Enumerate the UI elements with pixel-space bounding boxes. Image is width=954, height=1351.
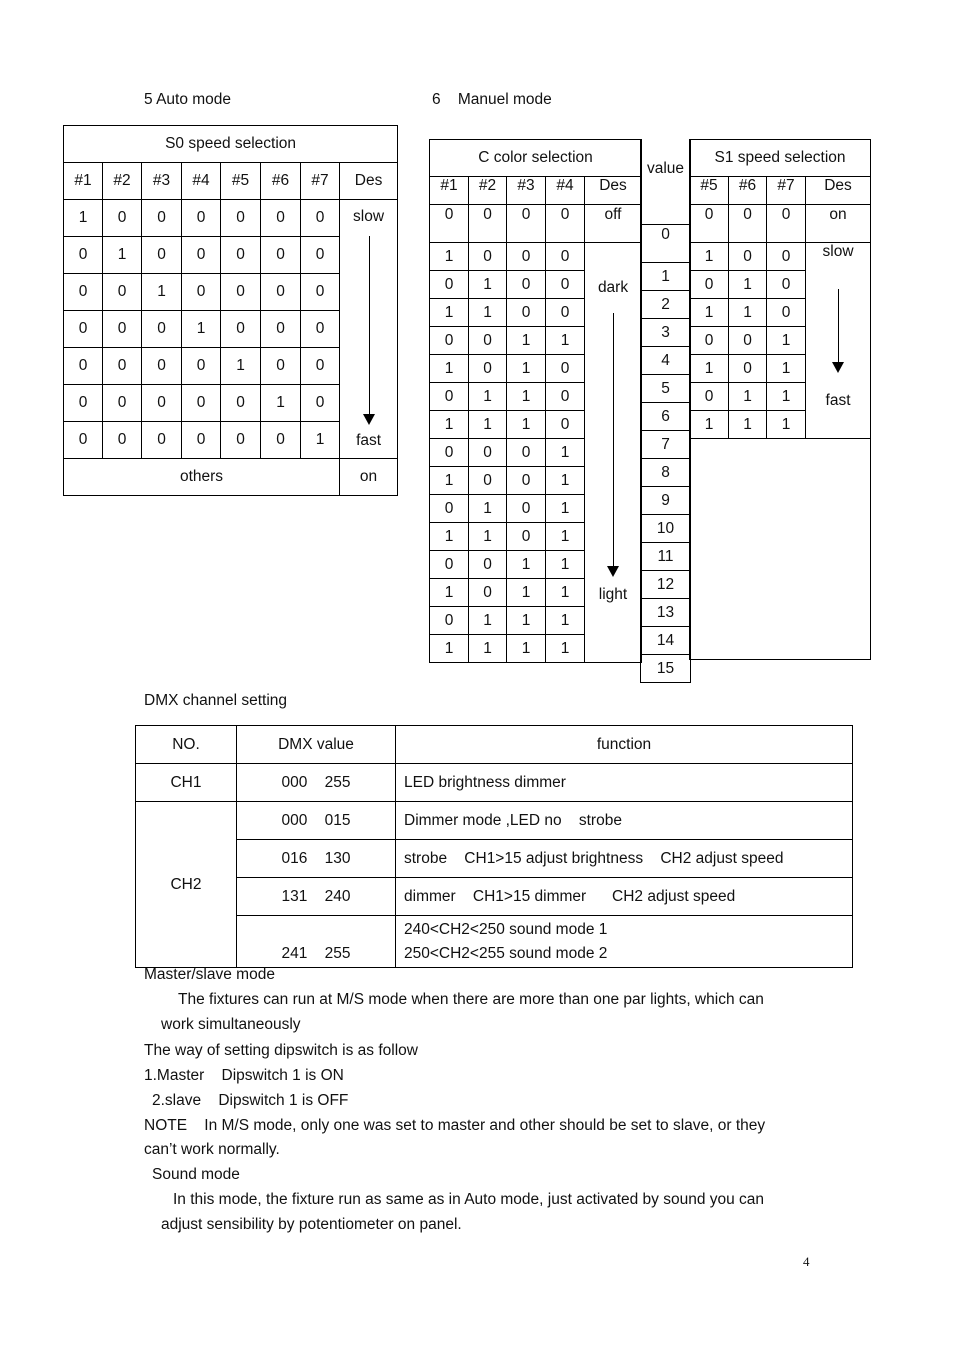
auto-switch-cell: 1: [103, 237, 142, 274]
color-switch-cell: 1: [546, 579, 585, 607]
value-cell: 3: [641, 319, 691, 347]
auto-header-cell: #4: [182, 163, 221, 200]
auto-switch-cell: 0: [301, 274, 340, 311]
auto-header-cell: Des: [340, 163, 398, 200]
auto-header-cell: #6: [261, 163, 301, 200]
des-bottom-label: light: [598, 586, 628, 603]
auto-switch-cell: 0: [64, 311, 103, 348]
auto-mode-table: [63, 125, 398, 496]
auto-switch-cell: 0: [64, 274, 103, 311]
dmx-header-value: DMX value: [237, 726, 396, 764]
color-switch-cell: 1: [430, 523, 469, 551]
color-switch-cell: 1: [507, 355, 546, 383]
color-switch-cell: 1: [546, 467, 585, 495]
ch2-value: 000 015: [237, 802, 396, 840]
color-switch-cell: 1: [546, 495, 585, 523]
ms-paragraph-line1: The fixtures can run at M/S mode when there are more than one par lights, which can: [178, 991, 764, 1008]
auto-switch-cell: 0: [182, 200, 221, 237]
ch1-function: LED brightness dimmer: [396, 764, 853, 802]
color-switch-cell: 0: [469, 355, 507, 383]
value-cell: 12: [641, 571, 691, 599]
sound-paragraph-line1: In this mode, the fixture run as same as in Auto mode, just activated by sound you can: [173, 1191, 765, 1208]
speed-selection-title: S1 speed selection: [690, 140, 871, 177]
value-cell: 5: [641, 375, 691, 403]
dmx-header-no: NO.: [136, 726, 237, 764]
color-switch-cell: 0: [469, 205, 507, 243]
note-line1: NOTE In M/S mode, only one was set to master and other should be set to slave, or they: [144, 1117, 766, 1134]
color-switch-cell: 1: [546, 607, 585, 635]
color-switch-cell: 0: [507, 299, 546, 327]
auto-switch-cell: 0: [221, 274, 261, 311]
speed-switch-cell: 0: [767, 299, 806, 327]
arrowhead-icon: [832, 362, 844, 373]
color-switch-cell: 1: [430, 467, 469, 495]
color-switch-cell: 0: [546, 271, 585, 299]
auto-switch-cell: 0: [142, 237, 182, 274]
color-switch-cell: 0: [430, 551, 469, 579]
color-header-cell: #2: [469, 177, 507, 205]
auto-others-label: others: [64, 459, 340, 496]
speed-switch-cell: 1: [729, 383, 767, 411]
color-switch-cell: 1: [507, 579, 546, 607]
color-switch-cell: 0: [469, 579, 507, 607]
ch2-value: 241 255: [237, 916, 396, 968]
color-switch-cell: 0: [430, 383, 469, 411]
auto-switch-cell: 0: [261, 237, 301, 274]
des-top-label: slow: [353, 208, 385, 225]
value-cell: 6: [641, 403, 691, 431]
down-arrow-icon: [369, 236, 370, 414]
auto-switch-cell: 0: [142, 348, 182, 385]
color-switch-cell: 1: [546, 635, 585, 663]
color-switch-cell: 1: [507, 327, 546, 355]
note-line2: can’t work normally.: [144, 1141, 280, 1158]
color-header-cell: Des: [585, 177, 642, 205]
color-switch-cell: 1: [430, 243, 469, 271]
color-switch-cell: 0: [507, 467, 546, 495]
color-switch-cell: 1: [469, 607, 507, 635]
value-cell: 8: [641, 459, 691, 487]
color-switch-cell: 1: [546, 523, 585, 551]
color-switch-cell: 0: [546, 243, 585, 271]
color-switch-cell: 1: [469, 523, 507, 551]
ch2-value: 016 130: [237, 840, 396, 878]
speed-switch-cell: 1: [729, 411, 767, 439]
auto-switch-cell: 0: [221, 385, 261, 422]
arrowhead-icon: [607, 566, 619, 577]
auto-switch-cell: 0: [261, 422, 301, 459]
sound-mode-1-text: 240<CH2<250 sound mode 1: [404, 920, 608, 938]
color-switch-cell: 1: [546, 551, 585, 579]
auto-switch-cell: 0: [301, 348, 340, 385]
auto-switch-cell: 0: [301, 237, 340, 274]
sound-mode-2-text: 250<CH2<255 sound mode 2: [404, 944, 608, 962]
des-bottom-label: fast: [356, 432, 382, 449]
auto-switch-cell: 0: [103, 274, 142, 311]
auto-switch-cell: 0: [64, 237, 103, 274]
down-arrow-icon: [613, 313, 614, 566]
value-cell: 13: [641, 599, 691, 627]
color-switch-cell: 0: [507, 523, 546, 551]
value-cell: 7: [641, 431, 691, 459]
auto-header-cell: #7: [301, 163, 340, 200]
speed-switch-cell: 0: [690, 205, 729, 243]
speed-switch-cell: 1: [729, 271, 767, 299]
color-header-cell: #3: [507, 177, 546, 205]
color-switch-cell: 1: [469, 271, 507, 299]
color-switch-cell: 1: [507, 607, 546, 635]
manual-mode-heading: 6 Manuel mode: [432, 91, 552, 108]
ch1-value: 000 255: [237, 764, 396, 802]
auto-header-cell: #1: [64, 163, 103, 200]
value-cell: 0: [641, 225, 691, 263]
speed-switch-cell: 1: [690, 411, 729, 439]
des-top-label: dark: [597, 279, 629, 296]
auto-switch-cell: 0: [301, 200, 340, 237]
color-des-dark-light: [585, 243, 642, 663]
auto-switch-cell: 0: [182, 385, 221, 422]
auto-switch-cell: 0: [261, 348, 301, 385]
auto-switch-cell: 0: [182, 237, 221, 274]
ch2-function: Dimmer mode ,LED no strobe: [396, 802, 853, 840]
color-switch-cell: 0: [546, 299, 585, 327]
color-selection-table: [429, 139, 642, 663]
color-switch-cell: 1: [507, 551, 546, 579]
speed-switch-cell: 0: [767, 243, 806, 271]
auto-switch-cell: 0: [221, 311, 261, 348]
auto-switch-cell: 0: [221, 237, 261, 274]
color-switch-cell: 1: [469, 299, 507, 327]
dipswitch-line: The way of setting dipswitch is as follow: [144, 1042, 418, 1059]
color-switch-cell: 1: [546, 327, 585, 355]
sound-heading: Sound mode: [152, 1166, 240, 1183]
color-switch-cell: 0: [546, 411, 585, 439]
speed-switch-cell: 1: [767, 411, 806, 439]
sound-paragraph-line2: adjust sensibility by potentiometer on panel.: [161, 1216, 462, 1233]
auto-others-value: on: [340, 459, 398, 496]
speed-header-cell: #7: [767, 177, 806, 205]
auto-switch-cell: 0: [64, 385, 103, 422]
auto-switch-cell: 1: [182, 311, 221, 348]
auto-mode-heading: 5 Auto mode: [144, 91, 232, 108]
ch1-no: CH1: [136, 764, 237, 802]
value-cell: 9: [641, 487, 691, 515]
auto-switch-cell: 0: [261, 200, 301, 237]
color-switch-cell: 1: [507, 383, 546, 411]
value-cell: 14: [641, 627, 691, 655]
color-switch-cell: 0: [507, 439, 546, 467]
color-switch-cell: 1: [430, 579, 469, 607]
speed-switch-cell: 0: [690, 271, 729, 299]
color-switch-cell: 0: [430, 607, 469, 635]
auto-switch-cell: 0: [103, 200, 142, 237]
value-cell: 2: [641, 291, 691, 319]
auto-switch-cell: 0: [221, 422, 261, 459]
auto-switch-cell: 0: [142, 311, 182, 348]
down-arrow-icon: [838, 289, 839, 362]
color-switch-cell: 1: [430, 635, 469, 663]
auto-switch-cell: 1: [64, 200, 103, 237]
speed-selection-table: [689, 139, 871, 660]
color-switch-cell: 1: [430, 411, 469, 439]
color-switch-cell: 0: [507, 205, 546, 243]
page-number: 4: [803, 1254, 810, 1269]
ch2-no: CH2: [136, 802, 237, 968]
auto-switch-cell: 1: [301, 422, 340, 459]
dmx-table: [135, 725, 853, 968]
auto-switch-cell: 0: [182, 422, 221, 459]
color-switch-cell: 0: [469, 439, 507, 467]
auto-des-slow-fast: [340, 200, 398, 459]
speed-switch-cell: 1: [767, 355, 806, 383]
color-switch-cell: 0: [430, 439, 469, 467]
speed-switch-cell: 0: [767, 205, 806, 243]
speed-switch-cell: 0: [690, 327, 729, 355]
auto-switch-cell: 0: [142, 200, 182, 237]
auto-switch-cell: 0: [103, 348, 142, 385]
color-switch-cell: 0: [469, 327, 507, 355]
master-line: 1.Master Dipswitch 1 is ON: [144, 1067, 344, 1084]
auto-switch-cell: 0: [103, 311, 142, 348]
ch2-function: strobe CH1>15 adjust brightness CH2 adjust speed: [396, 840, 853, 878]
color-switch-cell: 0: [430, 271, 469, 299]
speed-des-on: on: [806, 205, 871, 243]
auto-switch-cell: 0: [64, 348, 103, 385]
speed-des-slow-fast: [806, 243, 871, 439]
auto-switch-cell: 0: [301, 385, 340, 422]
auto-header-cell: #2: [103, 163, 142, 200]
color-switch-cell: 0: [507, 271, 546, 299]
auto-header-cell: #3: [142, 163, 182, 200]
color-header-cell: #4: [546, 177, 585, 205]
color-switch-cell: 0: [430, 495, 469, 523]
speed-switch-cell: 1: [690, 243, 729, 271]
value-header: value: [641, 139, 691, 225]
color-switch-cell: 1: [469, 411, 507, 439]
auto-switch-cell: 0: [103, 385, 142, 422]
speed-switch-cell: 0: [729, 243, 767, 271]
value-cell: 15: [641, 655, 691, 683]
color-switch-cell: 1: [546, 439, 585, 467]
ch2-function-multiline: [396, 916, 853, 968]
auto-switch-cell: 0: [142, 385, 182, 422]
auto-switch-cell: 0: [221, 200, 261, 237]
ch2-function: dimmer CH1>15 dimmer CH2 adjust speed: [396, 878, 853, 916]
color-selection-title: C color selection: [430, 140, 642, 177]
auto-switch-cell: 0: [142, 422, 182, 459]
color-switch-cell: 0: [469, 243, 507, 271]
speed-switch-cell: 1: [767, 327, 806, 355]
speed-header-cell: #6: [729, 177, 767, 205]
color-switch-cell: 0: [430, 327, 469, 355]
speed-switch-cell: 0: [690, 383, 729, 411]
speed-switch-cell: 0: [767, 271, 806, 299]
color-switch-cell: 1: [507, 411, 546, 439]
color-switch-cell: 1: [469, 495, 507, 523]
s0-speed-title: S0 speed selection: [64, 126, 398, 163]
value-cell: 11: [641, 543, 691, 571]
des-bottom-label: fast: [825, 392, 851, 409]
auto-switch-cell: 1: [142, 274, 182, 311]
color-switch-cell: 1: [469, 383, 507, 411]
auto-switch-cell: 0: [64, 422, 103, 459]
color-switch-cell: 0: [546, 205, 585, 243]
dmx-heading: DMX channel setting: [144, 692, 288, 709]
des-top-label: slow: [822, 243, 854, 260]
speed-switch-cell: 1: [690, 299, 729, 327]
value-table: [640, 139, 691, 683]
color-switch-cell: 0: [507, 495, 546, 523]
ch2-value: 131 240: [237, 878, 396, 916]
auto-switch-cell: 1: [221, 348, 261, 385]
dmx-header-function: function: [396, 726, 853, 764]
value-cell: 1: [641, 263, 691, 291]
auto-switch-cell: 0: [182, 274, 221, 311]
color-des-off: off: [585, 205, 642, 243]
auto-switch-cell: 0: [301, 311, 340, 348]
arrowhead-icon: [363, 414, 375, 425]
speed-header-cell: #5: [690, 177, 729, 205]
speed-switch-cell: 1: [690, 355, 729, 383]
color-header-cell: #1: [430, 177, 469, 205]
color-switch-cell: 0: [430, 205, 469, 243]
speed-switch-cell: 0: [729, 355, 767, 383]
speed-switch-cell: 0: [729, 205, 767, 243]
auto-header-cell: #5: [221, 163, 261, 200]
speed-switch-cell: 1: [767, 383, 806, 411]
ms-heading: Master/slave mode: [144, 966, 275, 983]
auto-switch-cell: 1: [261, 385, 301, 422]
color-switch-cell: 1: [430, 299, 469, 327]
auto-switch-cell: 0: [182, 348, 221, 385]
slave-line: 2.slave Dipswitch 1 is OFF: [152, 1092, 349, 1109]
auto-switch-cell: 0: [261, 311, 301, 348]
color-switch-cell: 0: [469, 551, 507, 579]
speed-header-cell: Des: [806, 177, 871, 205]
ms-paragraph-line2: work simultaneously: [161, 1016, 301, 1033]
color-switch-cell: 0: [507, 243, 546, 271]
speed-empty-area: [690, 439, 871, 660]
color-switch-cell: 1: [430, 355, 469, 383]
color-switch-cell: 0: [469, 467, 507, 495]
value-cell: 10: [641, 515, 691, 543]
auto-switch-cell: 0: [103, 422, 142, 459]
speed-switch-cell: 0: [729, 327, 767, 355]
color-switch-cell: 1: [507, 635, 546, 663]
speed-switch-cell: 1: [729, 299, 767, 327]
auto-switch-cell: 0: [261, 274, 301, 311]
color-switch-cell: 0: [546, 355, 585, 383]
color-switch-cell: 0: [546, 383, 585, 411]
color-switch-cell: 1: [469, 635, 507, 663]
value-cell: 4: [641, 347, 691, 375]
